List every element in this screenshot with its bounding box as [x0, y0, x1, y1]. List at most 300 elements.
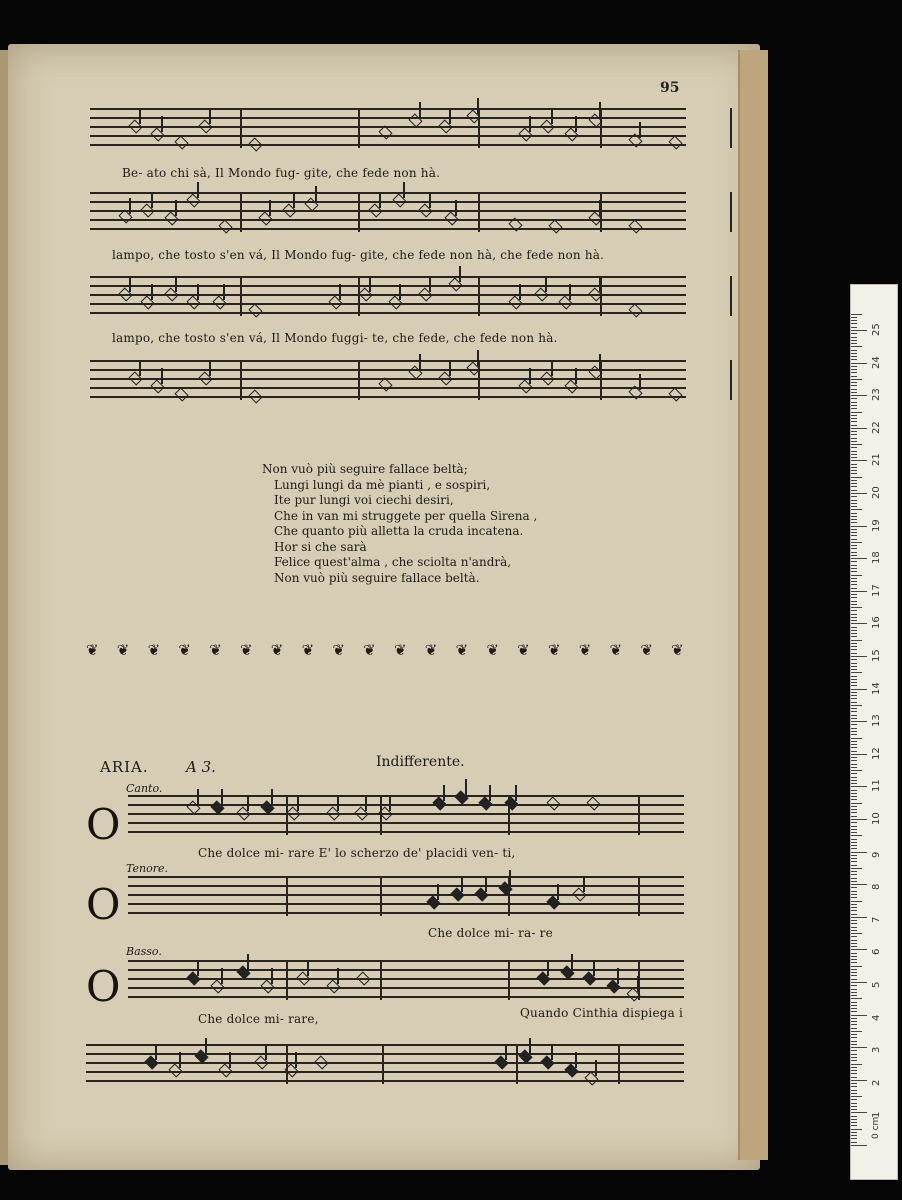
ruler-number: 23 [871, 388, 882, 402]
ruler-number: 5 [871, 981, 882, 988]
ruler-tick [851, 588, 857, 589]
ruler-tick [851, 956, 857, 957]
note-stem [485, 876, 487, 892]
ruler-tick [851, 402, 857, 403]
aria-title: ARIA. [100, 758, 149, 776]
ruler-tick [851, 897, 857, 898]
note-stem [139, 360, 141, 376]
ruler-tick [851, 444, 862, 445]
ruler-tick [851, 649, 857, 650]
ruler-tick [851, 1067, 857, 1068]
aria-lyrics-basso-continued: Quando Cinthia dispiega i [520, 1006, 684, 1020]
staff-line [128, 903, 684, 905]
note-head [668, 387, 682, 401]
note-stem [571, 954, 573, 970]
ruler-tick [851, 565, 857, 566]
initial-o-tenore: O [86, 880, 121, 929]
ruler-tick [851, 835, 862, 836]
ruler-tick [851, 803, 862, 804]
ruler-tick [851, 1109, 857, 1110]
ruler-tick [851, 1125, 857, 1126]
note-stem [599, 102, 601, 118]
bar-line [478, 192, 480, 232]
ruler-tick [851, 721, 867, 722]
ruler-tick [851, 1024, 857, 1025]
ruler-number: 12 [871, 747, 882, 760]
note-head [546, 796, 560, 810]
staff-line [128, 978, 684, 980]
ruler-tick [851, 617, 857, 618]
ruler-tick [851, 969, 857, 970]
ruler-tick [851, 539, 857, 540]
ruler-tick [851, 747, 857, 748]
note-stem [449, 108, 451, 124]
note-head [668, 135, 682, 149]
ruler-tick [851, 881, 857, 882]
note-stem [477, 350, 479, 366]
ornament-glyph: ❦ [116, 641, 130, 659]
music-staff [90, 192, 686, 232]
staff-line [128, 876, 684, 878]
ruler-tick [851, 1132, 857, 1133]
note-head [218, 219, 232, 233]
bar-line [358, 360, 360, 400]
note-stem [461, 876, 463, 892]
music-staff [90, 276, 686, 316]
ruler-tick [851, 1028, 857, 1029]
voice-label-basso: Basso. [126, 945, 162, 958]
ruler-tick [851, 816, 857, 817]
ruler-tick [851, 943, 857, 944]
bar-line [478, 276, 480, 316]
note-stem [575, 368, 577, 384]
ruler-tick [851, 666, 857, 667]
note-stem [175, 200, 177, 216]
ruler-tick [851, 887, 857, 888]
ruler-tick [851, 728, 857, 729]
staff-line [90, 201, 686, 203]
ruler-tick [851, 891, 857, 892]
ruler-tick [851, 363, 867, 364]
ruler-tick [851, 327, 857, 328]
ruler-tick [851, 705, 862, 706]
note-stem [221, 968, 223, 984]
note-stem [459, 266, 461, 282]
ruler-tick [851, 434, 857, 435]
ruler-number: 7 [871, 916, 882, 923]
ruler-tick [851, 412, 862, 413]
ruler-tick [851, 894, 857, 895]
ruler-tick [851, 966, 862, 967]
ruler-tick [851, 522, 857, 523]
ruler-tick [851, 1015, 867, 1016]
ornament-glyph: ❦ [486, 641, 499, 659]
ruler-tick [851, 343, 857, 344]
ornament-glyph: ❦ [609, 641, 623, 659]
ruler-tick [851, 575, 862, 576]
ruler-tick [851, 398, 857, 399]
note-stem [247, 954, 249, 970]
note-stem [197, 789, 199, 805]
aria-tempo: Indifferente. [376, 754, 465, 770]
note-stem [221, 789, 223, 805]
bar-line [508, 960, 510, 1000]
ruler-tick [851, 317, 857, 318]
note-stem [437, 884, 439, 900]
ruler-tick [851, 770, 862, 771]
ruler-tick [851, 796, 857, 797]
ruler-tick [851, 594, 857, 595]
ruler-tick [851, 689, 867, 690]
ruler-tick [851, 1057, 857, 1058]
ruler-tick [851, 581, 857, 582]
note-stem [575, 116, 577, 132]
ruler-tick [851, 392, 857, 393]
bar-line [240, 108, 242, 148]
ruler-tick [851, 483, 857, 484]
ruler-tick [851, 878, 857, 879]
voice-label-tenore: Tenore. [126, 862, 168, 875]
ruler-tick [851, 470, 857, 471]
ornament-glyph: ❦ [301, 641, 315, 659]
note-stem [337, 795, 339, 811]
ruler-tick [851, 493, 867, 494]
ruler-tick [851, 822, 857, 823]
ruler-tick [851, 777, 857, 778]
note-stem [449, 360, 451, 376]
ruler-tick [851, 513, 857, 514]
ruler-tick [851, 529, 857, 530]
ruler-tick [851, 623, 867, 624]
note-stem [419, 354, 421, 370]
ruler-tick [851, 1011, 857, 1012]
ruler-tick [851, 1142, 857, 1143]
ruler-tick [851, 451, 857, 452]
ruler-tick [851, 1031, 862, 1032]
music-staff [128, 795, 684, 835]
staff-line [128, 969, 684, 971]
ruler-tick [851, 408, 857, 409]
ruler-tick [851, 389, 857, 390]
ruler-tick [851, 323, 857, 324]
ruler-tick [851, 509, 862, 510]
ruler-tick [851, 584, 857, 585]
note-stem [599, 200, 601, 216]
note-stem [429, 276, 431, 292]
poem-text [262, 462, 537, 586]
ruler-tick [851, 1064, 862, 1065]
note-stem [593, 960, 595, 976]
ruler-tick [851, 676, 857, 677]
note-stem [269, 200, 271, 216]
ruler-tick [851, 1080, 867, 1081]
poem-line: Non vuò più seguire fallace beltà; [262, 462, 468, 476]
ruler-tick [851, 376, 857, 377]
ruler-tick [851, 477, 862, 478]
bar-line [618, 1044, 620, 1084]
ruler-number: 2 [871, 1079, 882, 1086]
ruler-tick [851, 724, 857, 725]
ruler-number: 18 [871, 551, 882, 565]
note-stem [443, 785, 445, 801]
ruler-tick [851, 428, 867, 429]
note-stem [129, 276, 131, 292]
staff-line [90, 285, 686, 287]
ruler-tick [851, 571, 857, 572]
page-number: 95 [660, 80, 680, 96]
ruler-tick [851, 314, 862, 315]
note-stem [505, 1044, 507, 1060]
note-stem [557, 884, 559, 900]
note-stem [307, 960, 309, 976]
ornament-glyph: ❦ [239, 641, 253, 659]
music-staff [128, 876, 684, 916]
note-head [356, 971, 370, 985]
ornament-glyph: ❦ [147, 641, 161, 659]
note-stem [637, 976, 639, 992]
bar-line [730, 108, 732, 148]
poem-line: Che quanto più alletta la cruda incatena. [274, 524, 524, 538]
note-stem [389, 795, 391, 811]
ruler-number: 13 [871, 714, 882, 728]
aria-parts: A 3. [186, 758, 216, 776]
ruler-tick [851, 425, 857, 426]
ruler-tick [851, 500, 857, 501]
note-stem [551, 108, 553, 124]
ruler-tick [851, 643, 857, 644]
note-stem [175, 276, 177, 292]
ruler-tick [851, 927, 857, 928]
bar-line [730, 192, 732, 232]
ruler-number: 19 [871, 518, 882, 532]
ruler-tick [851, 503, 857, 504]
ruler-tick [851, 418, 857, 419]
ruler-tick [851, 1005, 857, 1006]
ruler-tick [851, 845, 857, 846]
ruler-tick [851, 346, 862, 347]
ruler-tick [851, 382, 857, 383]
ruler-tick [851, 855, 857, 856]
ruler-tick [851, 561, 857, 562]
ruler-tick [851, 548, 857, 549]
bar-line [358, 192, 360, 232]
aria-lyrics-canto: Che dolce mi- rare E' lo scherzo de' placidi ven- ti, [198, 846, 516, 860]
staff-line [90, 192, 686, 194]
note-stem [639, 374, 641, 390]
ruler-tick [851, 871, 857, 872]
ruler-tick [851, 992, 857, 993]
ornament-glyph: ❦ [270, 641, 284, 659]
note-stem [197, 960, 199, 976]
ruler-tick [851, 545, 857, 546]
note-stem [129, 198, 131, 214]
ruler-tick [851, 682, 857, 683]
ruler-tick [851, 718, 857, 719]
ruler-tick [851, 369, 857, 370]
note-stem [229, 1052, 231, 1068]
ruler-tick [851, 597, 857, 598]
ruler-tick [851, 783, 857, 784]
ruler-tick [851, 519, 857, 520]
ruler-tick [851, 421, 857, 422]
ruler-tick [851, 936, 857, 937]
ruler-tick [851, 698, 857, 699]
ruler-tick [851, 356, 857, 357]
ruler-tick [851, 751, 857, 752]
aria-lyrics-tenore: Che dolce mi- ra- re [428, 926, 553, 940]
ruler-tick [851, 1044, 857, 1045]
ruler-tick [851, 1122, 857, 1123]
note-stem [455, 200, 457, 216]
ruler-tick [851, 1047, 867, 1048]
ruler-number: 3 [871, 1046, 882, 1054]
note-stem [379, 192, 381, 208]
staff-line [90, 108, 686, 110]
ruler-tick [851, 832, 857, 833]
ornament-glyph: ❦ [86, 641, 99, 659]
ruler-tick [851, 975, 857, 976]
ornament-glyph: ❦ [424, 641, 438, 659]
music-staff [128, 960, 684, 1000]
ruler-tick [851, 1086, 857, 1087]
note-stem [519, 284, 521, 300]
ruler-tick [851, 350, 857, 351]
ornament-glyph: ❦ [393, 641, 407, 659]
ruler-tick [851, 337, 857, 338]
ruler-tick [851, 972, 857, 973]
note-head [174, 135, 188, 149]
voice-label-canto: Canto. [126, 782, 163, 795]
note-stem [155, 1044, 157, 1060]
ruler-tick [851, 663, 857, 664]
ruler-tick [851, 731, 857, 732]
ruler-tick [851, 620, 857, 621]
lyrics-line-1: Be- ato chi sà, Il Mondo fug- gite, che fede non hà. [122, 166, 441, 180]
note-head [586, 796, 600, 810]
ruler-tick [851, 985, 857, 986]
note-stem [399, 284, 401, 300]
ruler-tick [851, 744, 857, 745]
note-stem [509, 870, 511, 886]
note-stem [529, 368, 531, 384]
ruler-tick [851, 526, 867, 527]
ruler-tick [851, 320, 857, 321]
note-stem [161, 368, 163, 384]
ruler-tick [851, 385, 857, 386]
ruler-number: 22 [871, 421, 882, 434]
ruler-tick [851, 1096, 862, 1097]
staff-line [86, 1044, 684, 1046]
ruler-tick [851, 1008, 857, 1009]
ruler-tick [851, 1018, 857, 1019]
note-stem [551, 360, 553, 376]
note-stem [419, 102, 421, 118]
ruler-tick [851, 1073, 857, 1074]
ornament-glyph: ❦ [363, 641, 376, 659]
ornamental-divider [86, 640, 684, 660]
staff-line [90, 312, 686, 314]
ruler-tick [851, 848, 857, 849]
note-stem [297, 795, 299, 811]
note-stem [337, 968, 339, 984]
ruler-tick [851, 333, 857, 334]
ruler-tick [851, 405, 857, 406]
ruler-number: 20 [871, 486, 882, 499]
note-stem [161, 116, 163, 132]
ruler-tick [851, 1077, 857, 1078]
ruler-tick [851, 447, 857, 448]
note-stem [139, 108, 141, 124]
ruler-tick [851, 780, 857, 781]
bar-line [240, 192, 242, 232]
ruler-tick [851, 685, 857, 686]
bar-line [730, 360, 732, 400]
staff-line [90, 303, 686, 305]
ruler-number: 9 [871, 851, 882, 858]
ruler-tick [851, 998, 862, 999]
ruler-tick [851, 473, 857, 474]
ruler-tick [851, 953, 857, 954]
ruler-tick [851, 395, 867, 396]
ruler-tick [851, 431, 857, 432]
ruler-tick [851, 601, 857, 602]
ruler-tick [851, 907, 857, 908]
ruler-tick [851, 917, 867, 918]
ruler-tick [851, 1145, 867, 1146]
initial-o-basso: O [86, 962, 121, 1011]
bar-line [382, 1044, 384, 1084]
ruler-tick [851, 858, 857, 859]
ruler-unit-label: 0 cm [871, 1116, 881, 1139]
bar-line [380, 876, 382, 916]
note-stem [545, 276, 547, 292]
bar-line [380, 960, 382, 1000]
ruler-tick [851, 1129, 862, 1130]
note-stem [583, 876, 585, 892]
ruler-tick [851, 734, 857, 735]
staff-line [128, 885, 684, 887]
note-stem [197, 284, 199, 300]
ruler-tick [851, 1060, 857, 1061]
ruler-number: 11 [871, 779, 882, 793]
ruler-tick [851, 962, 857, 963]
bar-line [358, 108, 360, 148]
ruler-tick [851, 754, 867, 755]
ruler-tick [851, 679, 857, 680]
ruler-tick [851, 773, 857, 774]
note-stem [151, 284, 153, 300]
note-stem [569, 284, 571, 300]
ruler-number: 25 [871, 323, 882, 336]
ruler-tick [851, 1103, 857, 1104]
ruler-tick [851, 904, 857, 905]
note-stem [179, 1052, 181, 1068]
ruler-tick [851, 330, 867, 331]
ornament-glyph: ❦ [178, 641, 191, 659]
ruler-tick [851, 708, 857, 709]
ruler-tick [851, 868, 862, 869]
ruler-tick [851, 542, 862, 543]
ruler-number: 15 [871, 649, 882, 662]
ornament-glyph: ❦ [332, 641, 345, 659]
bar-line [638, 795, 640, 835]
ruler-tick [851, 610, 857, 611]
ruler-tick [851, 1090, 857, 1091]
ruler-tick [851, 630, 857, 631]
ruler-tick [851, 809, 857, 810]
note-stem [599, 276, 601, 292]
note-stem [477, 98, 479, 114]
